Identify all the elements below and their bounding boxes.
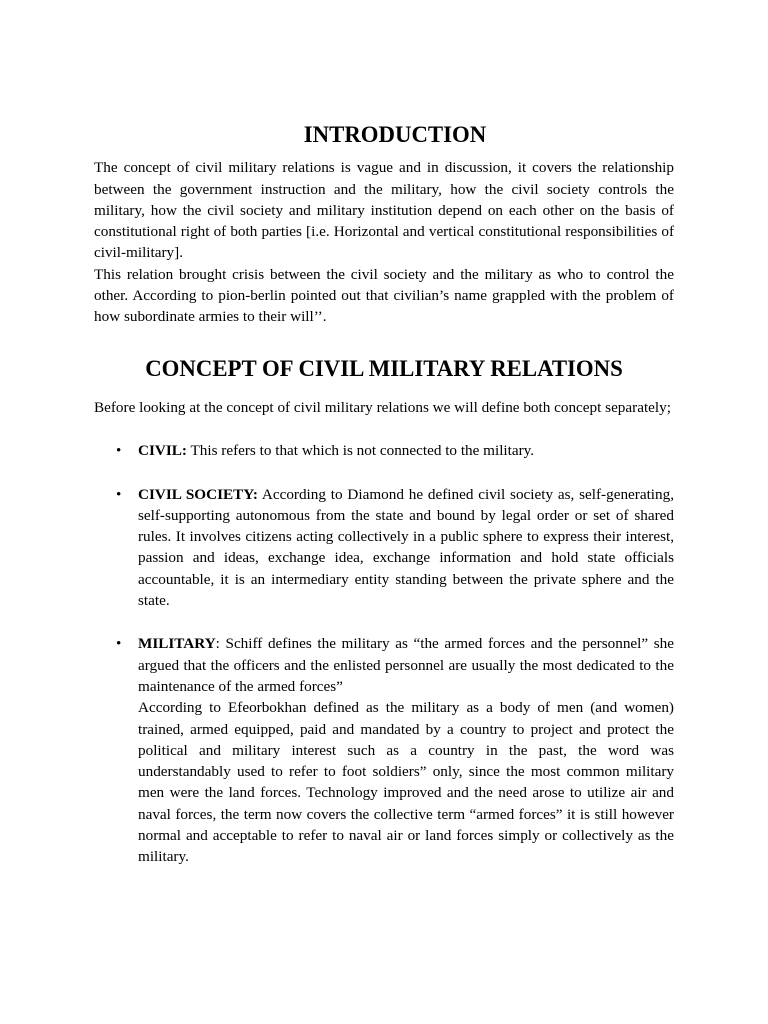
definition-text: : Schiff defines the military as “the armed forces and the personnel” she argued that the officers and the enlisted personnel are usually the most dedicated to the maintenance of the armed forces”: [138, 635, 674, 695]
concept-paragraph: Before looking at the concept of civil military relations we will define both concept separately;: [94, 398, 671, 416]
definition-military: [94, 633, 674, 867]
bullet-icon: •: [116, 635, 122, 653]
definition-text: According to Diamond he defined civil society as, self-generating, self-supporting autonomous from the state and bound by legal order or set of shared rules. It involves citizens acting collectively in a public sphere to express their interest, passion and ideas, exchange idea, exchange information and hold state officials accountable, it is an intermediary entity standing between the private sphere and the state.: [138, 485, 675, 610]
bullet-icon: •: [116, 442, 122, 460]
definition-civil-society: [94, 484, 674, 612]
intro-paragraph-2: This relation brought crisis between the civil society and the military as who to control the other. According to pion-berlin pointed out that civilian’s name grappled with the problem of how subordinate armies to their will’’.: [94, 265, 674, 326]
introduction-heading: INTRODUCTION: [303, 122, 487, 147]
definition-term: CIVIL SOCIETY:: [138, 485, 258, 503]
definition-text: This refers to that which is not connected to the military.: [186, 442, 535, 460]
definition-term: MILITARY: [138, 635, 216, 653]
definition-continuation: According to Efeorbokhan defined as the military as a body of men (and women) trained, armed equipped, paid and mandated by a country to project and protect the political and military interest such as a country in the past, the word was understandably used to refer to foot soldiers” only, since the most common military men were the land forces. Technology improved and the need arose to utilize air and naval forces, the term now covers the collective term “armed forces” it is still however normal and acceptable to refer to naval air or land forces simply or collectively as the military.: [138, 699, 674, 866]
intro-paragraph-1: The concept of civil military relations is vague and in discussion, it covers the relationship between the government instruction and the military, how the civil society controls the military, how the civil society and military institution depend on each other on the basis of constitutional right of both parties [i.e. Horizontal and vertical constitutional responsibilities of civil-military].: [94, 159, 674, 262]
bullet-icon: •: [116, 485, 122, 503]
concept-heading: CONCEPT OF CIVIL MILITARY RELATIONS: [145, 355, 623, 381]
definitions-list: [94, 440, 674, 867]
definition-civil: [94, 440, 674, 461]
definition-term: CIVIL:: [138, 442, 187, 460]
